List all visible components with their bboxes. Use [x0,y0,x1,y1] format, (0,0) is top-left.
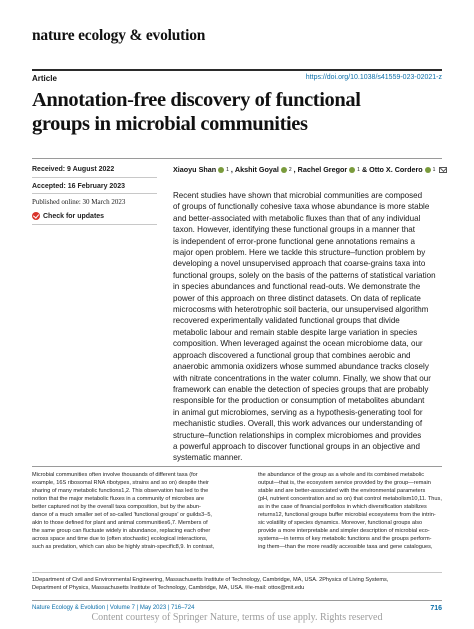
abstract-line: responsible for the production or consumption of metabolites abundant [173,396,425,406]
article-title [32,88,442,136]
abstract-line: microcosms with heterotrophic soil bacteria, our unsupervised algorithm [173,305,429,315]
title-line-2: groups in microbial communities [32,113,308,135]
abstract [173,190,443,464]
abstract-line: composition. When leveraged against the ocean microbiome data, our [173,339,423,349]
check-updates-icon [32,212,40,220]
abstract-line: in animal gut microbiomes, serving as a hypothesis-generating tool for [173,407,423,417]
body-line: notion that the major metabolic fluxes in a community of microbes are [32,495,204,502]
body-line: sharing of many metabolic functions1,2. This observation has led to the [32,487,209,494]
body-line: better captured not by the overall taxa composition, but by the abun- [32,503,201,510]
body-line: such as predation, which can also be highly strain-specific8,9. In contrast, [32,543,215,550]
abstract-line: of groups of functionally cohesive taxa whose abundance is more stable [173,202,430,212]
body-line: systems—in terms of key metabolic functions and the groups perform- [258,535,432,542]
article-type: Article [32,74,57,83]
footer-citation[interactable]: Nature Ecology & Evolution | Volume 7 | May 2023 | 716–724 [32,605,195,611]
check-updates-button[interactable] [32,212,104,220]
abstract-line: and better-associated with metabolic fluxes than that of any individual [173,213,421,223]
author-name[interactable]: Akshit Goyal [234,165,279,174]
abstract-line: major open problem. Here we tackle this structure–function problem by [173,248,426,258]
abstract-line: framework can enable the detection of species groups that are probably [173,384,429,394]
author-separator: , [293,165,296,174]
page-number: 716 [430,605,442,612]
body-line: as in the case of financial portfolios in which diversification stabilizes [258,503,427,510]
footer-rule [32,600,442,601]
affiliation-line: Department of Physics, Massachusetts Institute of Technology, Cambridge, MA, USA. ✉e-mail: ottox@mit.edu [32,585,305,592]
affiliation-marker: 1 [432,166,436,173]
body-line: output—that is, the ecosystem service provided by the group—remain [258,479,431,486]
abstract-divider [32,466,442,467]
abstract-line: mechanistic studies. Overall, this work advances our understanding of [173,419,423,429]
abstract-line: is independent of error-prone functional gene annotations remains a [173,236,416,246]
title-line-1: Annotation-free discovery of functional [32,89,361,111]
orcid-icon[interactable] [349,167,355,173]
affiliation-line: 1Department of Civil and Environmental Engineering, Massachusetts Institute of Technology, Cambridge, MA, USA. 2Physics of Living Systems, [32,577,389,583]
abstract-line: taxon. However, identifying these functional groups in a manner that [173,225,415,235]
abstract-line: Recent studies have shown that microbial communities are composed [173,191,423,200]
body-line: example, 16S ribosomal RNA ribotypes, strains and so on) despite their [32,479,209,486]
author-name[interactable]: Xiaoyu Shan [173,165,217,174]
check-updates-label: Check for updates [43,212,105,220]
affiliation-marker: 1 [226,166,229,173]
body-line: stable and are better-associated with the environmental parameters [258,487,426,494]
author-separator: & [361,165,368,174]
author-list [173,165,447,174]
abstract-line: power of this approach on three distinct datasets. On data of replicate [173,293,421,303]
date-divider-3 [32,224,157,225]
author-name[interactable]: Otto X. Cordero [369,165,423,174]
title-divider [32,158,442,159]
author-name[interactable]: Rachel Gregor [297,165,348,174]
body-line: Microbial communities often involve thousands of different taxa (for [32,472,198,478]
received-date: Received: 9 August 2022 [32,166,115,173]
affiliation-divider [32,572,442,573]
date-divider-2 [32,193,157,194]
orcid-icon[interactable] [281,167,287,173]
body-line: the abundance of the group as a whole and its combined metabolic [258,472,425,478]
abstract-line: a powerful approach to discover functional groups in an objective and [173,441,420,451]
header-rule [32,69,442,71]
abstract-line: recovered experimentally validated functional groups that divide [173,316,400,326]
doi-link[interactable]: https://doi.org/10.1038/s41559-023-02021-z [305,74,442,81]
abstract-line: approach discovered a functional group that combines aerobic and [173,350,411,360]
body-line: (pH, nutrient concentration and so on) that control metabolism10,11. Thus, [258,495,442,502]
abstract-line: systematic manner. [173,453,243,463]
body-column-left [32,472,232,552]
body-line: dance of a much smaller set of so-called 'functional groups' or guilds3–5, [32,511,212,518]
body-line: the same group can fluctuate widely in abundance, replacing each other [32,527,211,534]
body-line: sic volatility of species dynamics. Moreover, functional groups also [258,519,423,526]
abstract-line: developing a novel unsupervised approach that coarse-grains taxa into [173,259,426,269]
accepted-date: Accepted: 16 February 2023 [32,183,125,190]
body-line: ing them—than the more readily accessible taxa and gene catalogues, [258,543,433,550]
body-column-right [258,472,458,552]
body-line: akin to those defined for plant and animal communities6,7. Members of [32,519,208,526]
date-divider-1 [32,177,157,178]
body-line: provide a more interpretable and simpler description of microbial eco- [258,527,430,534]
abstract-line: with nitrate concentrations in the water column. Finally, we show that our [173,373,431,383]
watermark: Content courtesy of Springer Nature, terms of use apply. Rights reserved [91,612,383,623]
affiliation-marker: 2 [288,166,292,173]
abstract-line: structure–function relationships in complex microbiomes and provides [173,430,422,440]
body-line: returns12, functional groups buffer microbial ecosystems from the intrin- [258,511,436,518]
published-date: Published online: 30 March 2023 [32,198,126,206]
author-separator: , [230,165,233,174]
affiliations [32,576,442,592]
affiliation-marker: 1 [357,166,360,173]
journal-name: nature ecology & evolution [32,27,206,44]
abstract-line: functional groups, solely on the basis of the patterns of statistical variation [173,270,436,280]
orcid-icon[interactable] [425,167,431,173]
body-line: across space and time due to (often stochastic) ecological interactions, [32,535,208,542]
orcid-icon[interactable] [218,167,224,173]
abstract-line: anaerobic ammonia oxidizers whose summed abundance tracks closely [173,362,429,372]
abstract-line: in species abundances and functional read-outs. We demonstrate the [173,282,421,292]
mail-icon[interactable] [439,167,447,173]
abstract-line: metabolic labour and remain stable despite large variation in species [173,327,418,337]
